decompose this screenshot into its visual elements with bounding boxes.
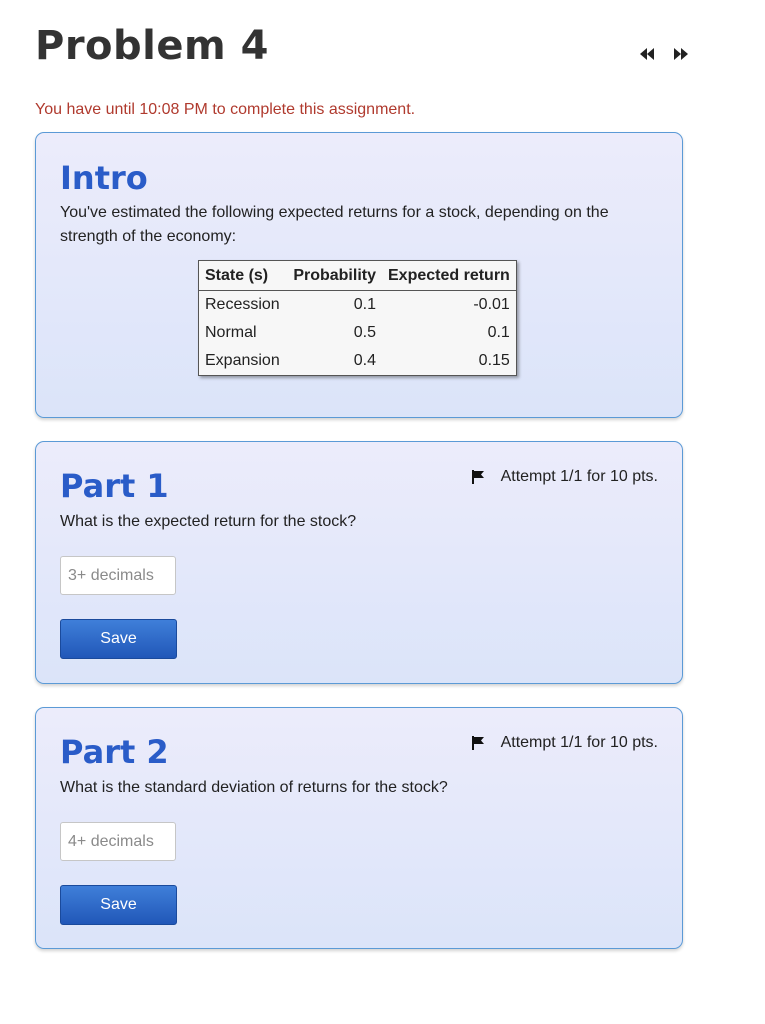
intro-card <box>35 132 683 418</box>
part2-card <box>35 707 683 949</box>
part1-attempt-text: Attempt 1/1 for 10 pts. <box>500 468 658 485</box>
part2-save-button[interactable]: Save <box>60 885 177 925</box>
intro-heading: Intro <box>60 159 148 197</box>
double-chevron-right-icon[interactable] <box>671 46 691 62</box>
table-header-expected-return: Expected return <box>382 261 516 291</box>
part2-attempt-info <box>471 733 658 753</box>
flag-icon[interactable] <box>471 736 485 750</box>
table-cell-expected-return: 0.1 <box>487 324 510 341</box>
returns-table <box>198 260 517 376</box>
table-cell-probability: 0.5 <box>353 324 376 341</box>
table-cell-state: Recession <box>205 296 280 313</box>
table-header-state: State (s) <box>199 261 288 291</box>
part2-question: What is the standard deviation of returns for the stock? <box>60 779 448 796</box>
problem-navigation <box>637 46 691 62</box>
table-cell-expected-return: -0.01 <box>473 296 510 313</box>
deadline-notice: You have until 10:08 PM to complete this assignment. <box>35 101 416 118</box>
page-title: Problem 4 <box>35 23 269 69</box>
table-cell-state: Expansion <box>205 352 280 369</box>
double-chevron-left-icon[interactable] <box>637 46 657 62</box>
table-cell-state: Normal <box>205 324 257 341</box>
table-cell-probability: 0.4 <box>353 352 376 369</box>
flag-icon[interactable] <box>471 470 485 484</box>
part1-answer-input[interactable] <box>60 556 176 595</box>
table-header-probability: Probability <box>287 261 382 291</box>
table-row <box>199 319 517 347</box>
part1-heading: Part 1 <box>60 467 169 505</box>
table-header-row <box>199 261 517 291</box>
part1-attempt-info <box>471 467 658 487</box>
part2-answer-input[interactable] <box>60 822 176 861</box>
part1-save-button[interactable]: Save <box>60 619 177 659</box>
part2-heading: Part 2 <box>60 733 169 771</box>
intro-text: You've estimated the following expected returns for a stock, depending on the strength of the economy: <box>60 204 609 245</box>
table-cell-expected-return: 0.15 <box>478 352 510 369</box>
part1-question: What is the expected return for the stock? <box>60 513 357 530</box>
part2-attempt-text: Attempt 1/1 for 10 pts. <box>500 734 658 751</box>
table-row <box>199 291 517 320</box>
table-row <box>199 347 517 376</box>
part1-card <box>35 441 683 684</box>
table-cell-probability: 0.1 <box>353 296 376 313</box>
